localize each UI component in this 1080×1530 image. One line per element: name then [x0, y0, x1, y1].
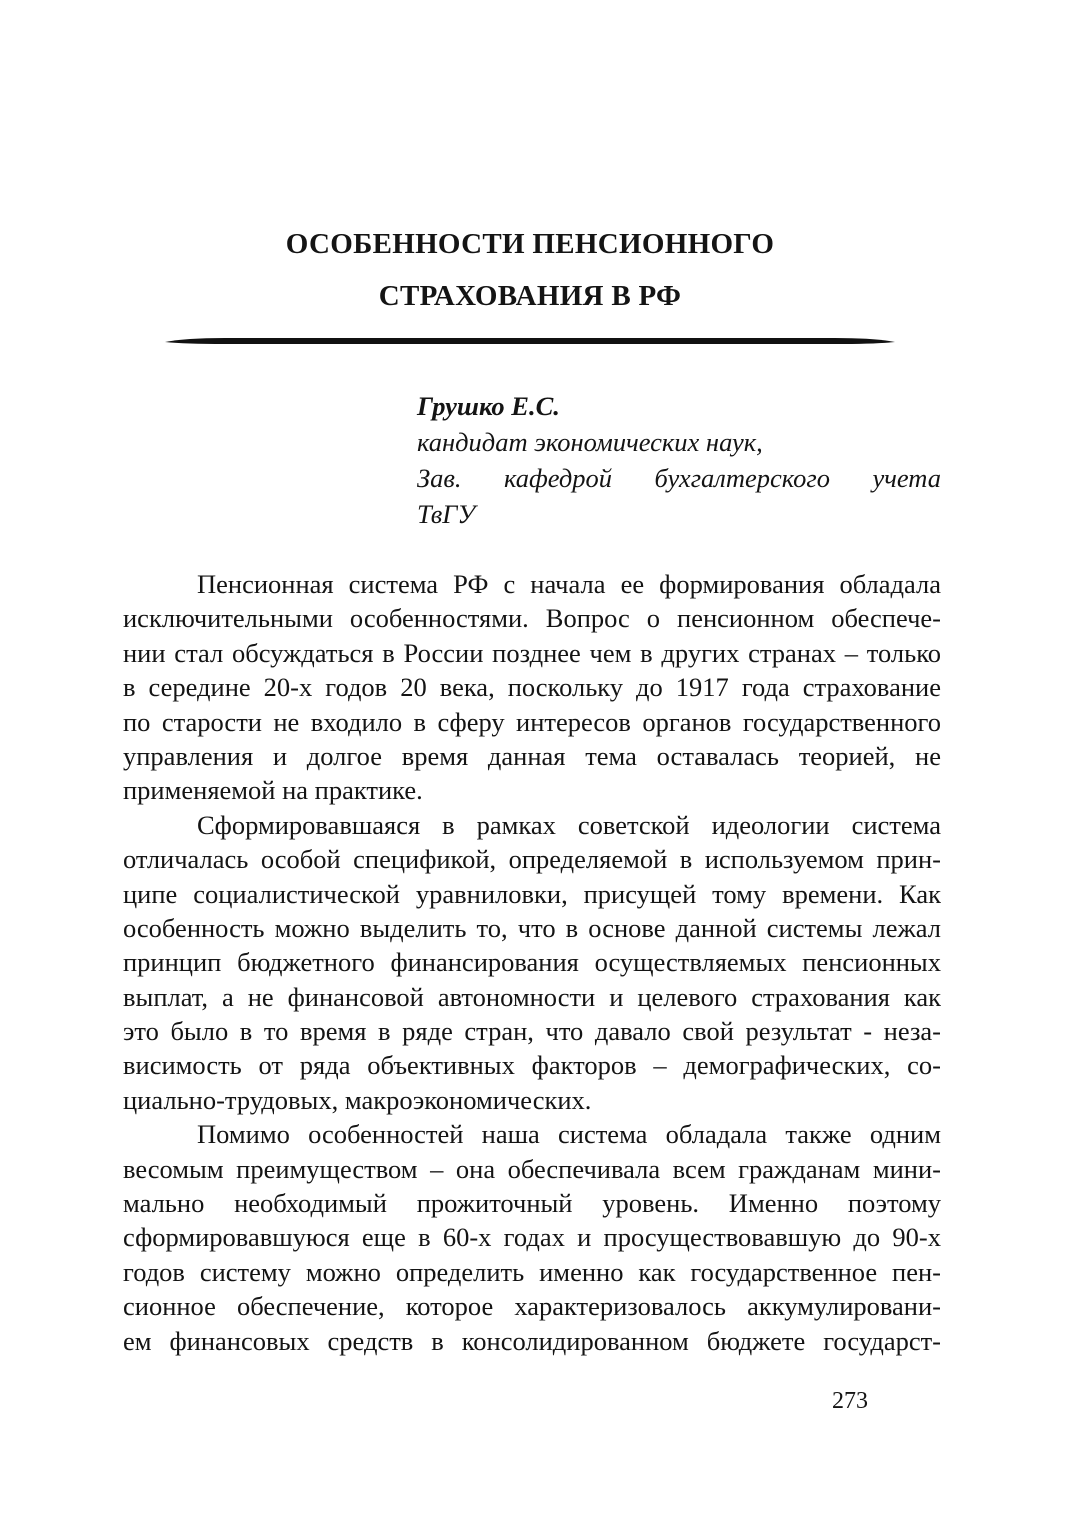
- text-line: ем финансовых средств в консолидированном бюджете государст-: [123, 1325, 941, 1356]
- text-line: Пенсионная система РФ с начала ее формирования обладала: [197, 569, 941, 599]
- text-line: особенность можно выделить то, что в основе данной системы лежал: [123, 912, 941, 943]
- text-line: исключительными особенностями. Вопрос о пенсионном обеспече-: [123, 603, 941, 634]
- text-line: висимость от ряда объективных факторов – демографических, со-: [123, 1050, 941, 1081]
- paragraph-2: [123, 808, 941, 1118]
- text-line: отличалась особой спецификой, определяемой в используемом прин-: [123, 844, 941, 875]
- page-number: 273: [832, 1388, 868, 1414]
- article-title-line-2: СТРАХОВАНИЯ В РФ: [378, 280, 682, 312]
- title-divider-rule: [165, 336, 895, 346]
- text-line: нии стал обсуждаться в России позднее чем в других странах – только: [123, 637, 941, 668]
- text-line: сионное обеспечение, которое характеризовалось аккумулировани-: [123, 1291, 941, 1322]
- text-line: выплат, а не финансовой автономности и целевого страхования как: [123, 981, 941, 1012]
- text-line: мально необходимый прожиточный уровень. Именно поэтому: [123, 1188, 941, 1219]
- article-body: [123, 567, 941, 1358]
- text-line: ципе социалистической уравниловки, присущей тому времени. Как: [123, 878, 941, 909]
- author-position: Зав. кафедрой бухгалтерского учета: [417, 463, 941, 493]
- author-degree: кандидат экономических наук,: [417, 427, 763, 457]
- text-line: сформировавшуюся еще в 60-х годах и просуществовавшую до 90-х: [123, 1222, 941, 1253]
- paragraph-3: [123, 1117, 941, 1358]
- article-title-line-1: ОСОБЕННОСТИ ПЕНСИОННОГО: [285, 228, 775, 260]
- text-line: Помимо особенностей наша система обладала также одним: [197, 1119, 941, 1150]
- author-name: Грушко Е.С.: [417, 391, 560, 421]
- text-line: управления и долгое время данная тема оставалась теорией, не: [123, 740, 941, 771]
- text-line: по старости не входило в сферу интересов органов государственного: [123, 706, 941, 737]
- text-line: это было в то время в ряде стран, что давало свой результат - неза-: [123, 1016, 941, 1047]
- paragraph-1: [123, 567, 941, 808]
- text-line: циально-трудовых, макроэкономических.: [123, 1084, 592, 1115]
- text-line: Сформировавшаяся в рамках советской идеологии система: [197, 809, 941, 840]
- text-line: весомым преимуществом – она обеспечивала всем гражданам мини-: [123, 1153, 941, 1184]
- author-block: [417, 388, 941, 532]
- text-line: принцип бюджетного финансирования осуществляемых пенсионных: [123, 947, 941, 978]
- author-institution: ТвГУ: [417, 499, 476, 529]
- text-line: в середине 20-х годов 20 века, поскольку до 1917 года страхование: [123, 672, 941, 703]
- text-line: применяемой на практике.: [123, 775, 423, 806]
- text-line: годов систему можно определить именно как государственное пен-: [123, 1256, 941, 1287]
